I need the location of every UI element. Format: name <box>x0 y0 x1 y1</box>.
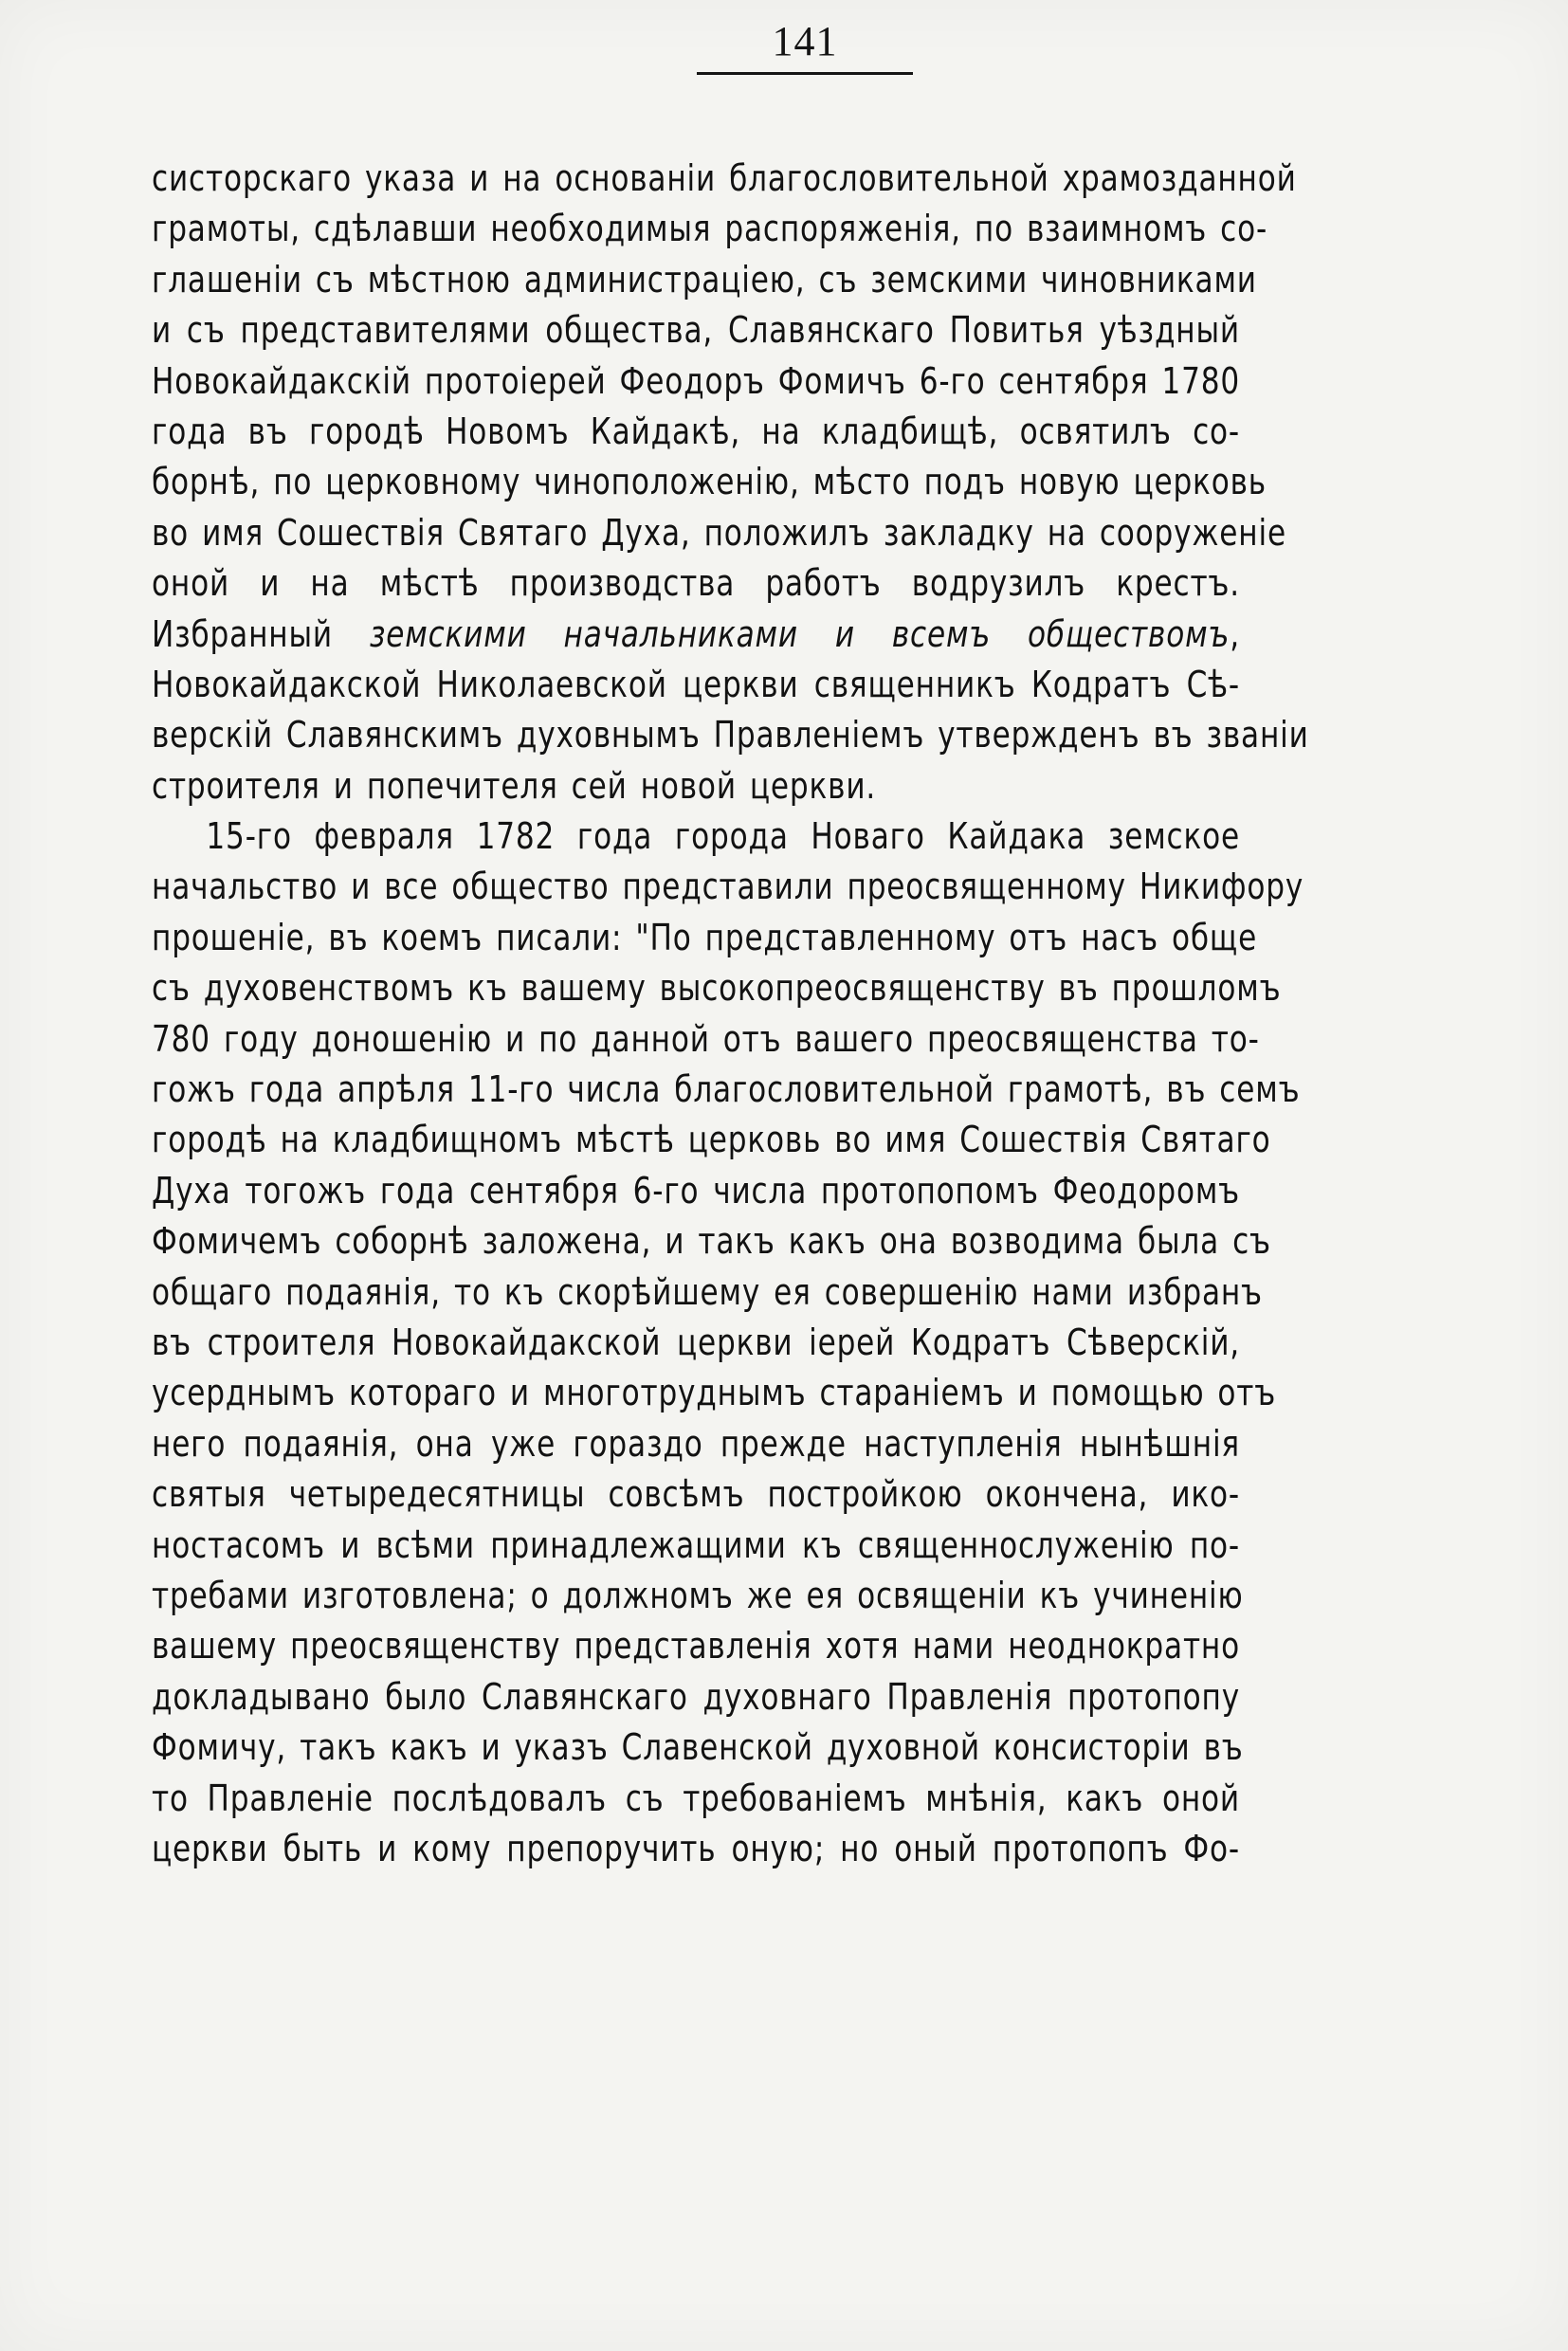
page-number: 141 <box>772 18 838 64</box>
text-line: докладывано было Славянскаго духовнаго Правленія протопопу <box>152 1675 1240 1718</box>
text-line: и съ представителями общества, Славянскаго Повитья уѣздный <box>152 309 1240 352</box>
text-line: верскій Славянскимъ духовнымъ Правленіемъ утвержденъ въ званіи <box>152 714 1309 756</box>
text-line: Фомичемъ соборнѣ заложена, и такъ какъ она возводима была съ <box>152 1220 1271 1263</box>
text-line: требами изготовлена; о должномъ же ея освященіи къ учиненію <box>152 1574 1244 1616</box>
text-line: ностасомъ и всѣми принадлежащими къ священнослуженію по- <box>152 1523 1240 1566</box>
text-line: начальство и все общество представили преосвященному Никифору <box>152 866 1304 908</box>
text-line: съ духовенствомъ къ вашему высокопреосвященству въ прошломъ <box>152 967 1282 1010</box>
text-line: глашеніи съ мѣстною администраціею, съ земскими чиновниками <box>152 258 1257 301</box>
text-line: Духа тогожъ года сентября 6-го числа протопопомъ Феодоромъ <box>152 1169 1240 1212</box>
text-line: 780 году доношенію и по данной отъ вашего преосвященства то- <box>152 1017 1260 1060</box>
text-line: въ строителя Новокайдакской церкви іерей Кодратъ Сѣверскій, <box>152 1321 1240 1363</box>
page-number-rule <box>697 72 913 75</box>
text-line: общаго подаянія, то къ скорѣйшему ея совершенію нами избранъ <box>152 1270 1263 1313</box>
text-line: усерднымъ котораго и многотруднымъ стараніемъ и помощью отъ <box>152 1372 1277 1414</box>
text-line-end: , <box>1230 612 1240 655</box>
text-line: святыя четыредесятницы совсѣмъ постройкою окончена, ико- <box>152 1473 1240 1516</box>
body-text <box>152 154 1309 1874</box>
text-line: городѣ на кладбищномъ мѣстѣ церковь во имя Сошествія Святаго <box>152 1119 1271 1161</box>
text-line: то Правленіе послѣдовалъ съ требованіемъ мнѣнія, какъ оной <box>152 1777 1240 1819</box>
text-line: Новокайдакскій протоіерей Феодоръ Фомичъ 6-го сентября 1780 <box>152 359 1241 402</box>
text-line-start: Избранный <box>152 612 370 655</box>
text-line: гожъ года апрѣля 11-го числа благословительной грамотѣ, въ семъ <box>152 1068 1301 1111</box>
text-line: прошеніе, въ коемъ писали: "По представленному отъ насъ обще <box>152 916 1258 958</box>
text-line: грамоты, сдѣлавши необходимыя распоряженія, по взаимномъ со- <box>152 208 1268 250</box>
paragraph-end-line: строителя и попечителя сей новой церкви. <box>152 764 877 807</box>
text-line: оной и на мѣстѣ производства работъ водрузилъ крестъ. <box>152 562 1240 605</box>
text-line: церкви быть и кому препоручить оную; но оный протопопъ Фо- <box>152 1827 1240 1869</box>
text-line: во имя Сошествія Святаго Духа, положилъ закладку на сооруженіе <box>152 511 1286 554</box>
text-line: вашему преосвященству представленія хотя нами неоднократно <box>152 1625 1240 1668</box>
text-line: него подаянія, она уже гораздо прежде наступленія нынѣшнія <box>152 1422 1240 1465</box>
italic-phrase: земскими начальниками и всемъ обществомъ <box>369 612 1231 655</box>
text-line: Фомичу, такъ какъ и указъ Славенской духовной консисторіи въ <box>152 1726 1244 1769</box>
text-line: борнѣ, по церковному чиноположенію, мѣсто подъ новую церковь <box>152 461 1267 503</box>
text-line: Новокайдакской Николаевской церкви священникъ Кодратъ Сѣ- <box>152 663 1240 705</box>
text-line-with-italic <box>152 610 1240 660</box>
text-line: систорскаго указа и на основаніи благословительной храмозданной <box>152 157 1297 199</box>
paragraph-start-line: 15-го февраля 1782 года города Новаго Кайдака земское <box>206 815 1240 858</box>
text-line: года въ городѣ Новомъ Кайдакѣ, на кладбищѣ, освятилъ со- <box>152 410 1240 452</box>
